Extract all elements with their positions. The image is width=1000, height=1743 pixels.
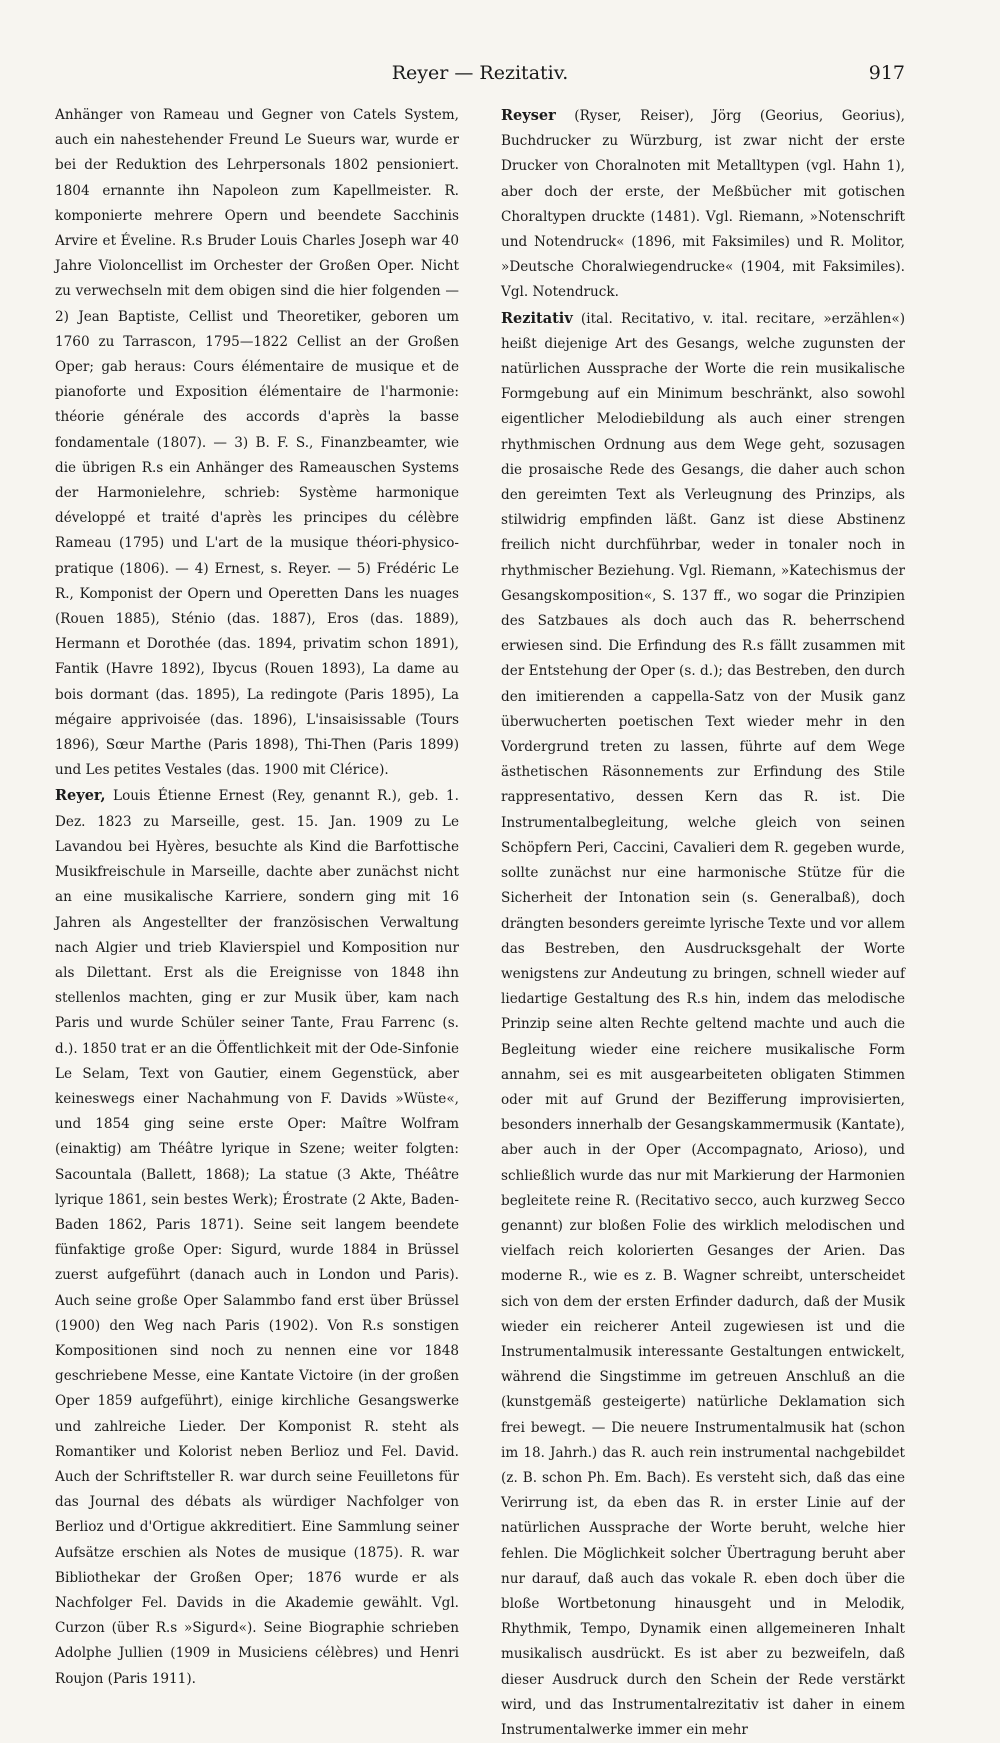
entry-lemma-reyer: Reyer, [55, 787, 106, 805]
entry-text-reyser: (Ryser, Reiser), Jörg (Georius, Georius), Buchdrucker zu Würzburg, ist zwar nicht der erste Drucker von Choralnoten mit Metalltypen (vgl. Hahn 1), aber doch der erste, der Meßbücher mit gotischen Choraltypen druckte (1481). Vgl. Riemann, »Notenschrift und Notendruck« (1896, mit Faksimiles) und R. Molitor, »Deutsche Choralwiegendrucke« (1904, mit Faksimiles). Vgl. Notendruck. [501, 108, 905, 301]
entry-reyser [501, 103, 905, 306]
entry-reyer [55, 783, 459, 1691]
running-title: Reyer — Rezitativ. [391, 62, 569, 84]
entry-lemma-rezitativ: Rezitativ [501, 309, 573, 327]
left-column [55, 103, 459, 1692]
entry-text-reyer: Louis Étienne Ernest (Rey, genannt R.), geb. 1. Dez. 1823 zu Marseille, gest. 15. Jan. 1909 zu Le Lavandou bei Hyères, besuchte als Kind die Barfottische Musikfreischule in Marseille, dachte aber zunächst nicht an eine musikalische Karriere, sondern ging mit 16 Jahren als Angestellter der französischen Verwaltung nach Algier und trieb Klavierspiel und Komposition nur als Dilettant. Erst als die Ereignisse von 1848 ihn stellenlos machten, ging er zur Musik über, kam nach Paris und wurde Schüler seiner Tante, Frau Farrenc (s. d.). 1850 trat er an die Öffentlichkeit mit der Ode-Sinfonie Le Selam, Text von Gautier, einem Gegenstück, aber keineswegs einer Nachahmung von F. Davids »Wüste«, und 1854 ging seine erste Oper: Maître Wolfram (einaktig) am Théâtre lyrique in Szene; weiter folgten: Sacountala (Ballett, 1868); La statue (3 Akte, Théâtre lyrique 1861, sein bestes Werk); Érostrate (2 Akte, Baden-Baden 1862, Paris 1871). Seine seit langem beendete fünfaktige große Oper: Sigurd, wurde 1884 in Brüssel zuerst aufgeführt (danach auch in London und Paris). Auch seine große Oper Salammbo fand erst über Brüssel (1900) den Weg nach Paris (1902). Von R.s sonstigen Kompositionen sind noch zu nennen eine vor 1848 geschriebene Messe, eine Kantate Victoire (in der großen Oper 1859 aufgeführt), einige kirchliche Gesangswerke und zahlreiche Lieder. Der Komponist R. steht als Romantiker und Kolorist neben Berlioz und Fel. David. Auch der Schriftsteller R. war durch seine Feuilletons für das Journal des débats als würdiger Nachfolger von Berlioz und d'Ortigue akkreditiert. Eine Sammlung seiner Aufsätze erschien als Notes de musique (1875). R. war Bibliothekar der Großen Oper; 1876 wurde er als Nachfolger Fel. Davids in die Akademie gewählt. Vgl. Curzon (über R.s »Sigurd«). Seine Biographie schrieben Adolphe Jullien (1909 in Musiciens célèbres) und Henri Roujon (Paris 1911). [55, 788, 459, 1687]
page-number: 917 [868, 62, 905, 84]
entry-lemma-reyser: Reyser [501, 107, 556, 124]
entry-text-rezitativ: (ital. Recitativo, v. ital. recitare, »erzählen«) heißt diejenige Art des Gesangs, welche zugunsten der natürlichen Aussprache der Worte die rein musikalische Formgebung auf ein Minimum beschränkt, also sowohl eigentlicher Melodiebildung als auch einer strengen rhythmischen Ordnung aus dem Wege geht, sozusagen die prosaische Rede des Gesangs, die daher auch schon den gereimten Text als Verleugnung des Prinzips, als stilwidrig empfinden läßt. Ganz ist diese Abstinenz freilich nicht durchführbar, weder in tonaler noch in rhythmischer Beziehung. Vgl. Riemann, »Katechismus der Gesangskomposition«, S. 137 ff., wo sogar die Prinzipien des Satzbaues als doch auch das R. beherrschend erwiesen sind. Die Erfindung des R.s fällt zusammen mit der Entstehung der Oper (s. d.); das Bestreben, den durch den imitierenden a cappella-Satz von der Musik ganz überwucherten poetischen Text wieder mehr in den Vordergrund treten zu lassen, führte auf dem Wege ästhetischen Räsonnements zur Erfindung des Stile rappresentativo, dessen Kern das R. ist. Die Instrumentalbegleitung, welche gleich von seinen Schöpfern Peri, Caccini, Cavalieri dem R. gegeben wurde, sollte zunächst nur eine harmonische Stütze für die Sicherheit der Intonation sein (s. Generalbaß), doch drängten besonders gereimte lyrische Texte und vor allem das Bestreben, den Ausdrucksgehalt der Worte wenigstens zur Andeutung zu bringen, schnell wieder auf liedartige Gestaltung des R.s hin, indem das melodische Prinzip seine alten Rechte geltend machte und auch die Begleitung wieder eine reichere musikalische Form annahm, sei es mit ausgearbeiteten obligaten Stimmen oder mit auf Grund der Bezifferung improvisierten, besonders innerhalb der Gesangskammermusik (Kantate), aber auch in der Oper (Accompagnato, Arioso), und schließlich wurde das nur mit Markierung der Harmonien begleitete reine R. (Recitativo secco, auch kurzweg Secco genannt) zur bloßen Folie des wirklich melodischen und vielfach reich kolorierten Gesanges der Arien. Das moderne R., wie es z. B. Wagner schreibt, unterscheidet sich von dem der ersten Erfinder dadurch, daß der Musik wieder ein reicherer Anteil zugewiesen ist und die Instrumentalmusik interessante Gestaltungen entwickelt, während die Singstimme im getreuen Anschluß an die (kunstgemäß gesteigerte) natürliche Deklamation sich frei bewegt. — Die neuere Instrumentalmusik hat (schon im 18. Jahrh.) das R. auch rein instrumental nachgebildet (z. B. schon Ph. Em. Bach). Es versteht sich, daß das eine Verirrung ist, da eben das R. in erster Linie auf der natürlichen Aussprache der Worte beruht, welche hier fehlen. Die Möglichkeit solcher Übertragung beruht aber nur darauf, daß auch das vokale R. eben doch über die bloße Wortbetonung hinausgeht und in Melodik, Rhythmik, Tempo, Dynamik einen allgemeineren Inhalt musikalisch ausdrückt. Es ist aber zu bezweifeln, daß dieser Ausdruck durch den Schein der Rede verstärkt wird, und das Instrumentalrezitativ ist daher in einem Instrumentalwerke immer ein mehr [501, 310, 905, 1738]
running-header [55, 62, 905, 88]
entry-continuation-paragraph: Anhänger von Rameau und Gegner von Catels System, auch ein nahestehender Freund Le Sueurs war, wurde er bei der Reduktion des Lehrpersonals 1802 pensioniert. 1804 ernannte ihn Napoleon zum Kapellmeister. R. komponierte mehrere Opern und beendete Sacchinis Arvire et Éveline. R.s Bruder Louis Charles Joseph war 40 Jahre Violoncellist im Orchester der Großen Oper. Nicht zu verwechseln mit dem obigen sind die hier folgenden — 2) Jean Baptiste, Cellist und Theoretiker, geboren um 1760 zu Tarrascon, 1795—1822 Cellist an der Großen Oper; gab heraus: Cours élémentaire de musique et de pianoforte und Exposition élémentaire de l'harmonie: théorie générale des accords d'après la basse fondamentale (1807). — 3) B. F. S., Finanzbeamter, wie die übrigen R.s ein Anhänger des Rameauschen Systems der Harmonielehre, schrieb: Système harmonique développé et traité d'après les principes du célèbre Rameau (1795) und L'art de la musique théori-physico-pratique (1806). — 4) Ernest, s. Reyer. — 5) Frédéric Le R., Komponist der Opern und Operetten Dans les nuages (Rouen 1885), Sténio (das. 1887), Eros (das. 1889), Hermann et Dorothée (das. 1894, privatim schon 1891), Fantik (Havre 1892), Ibycus (Rouen 1893), La dame au bois dormant (das. 1895), La redingote (Paris 1895), La mégaire apprivoisée (das. 1896), L'insaisissable (Tours 1896), Sœur Marthe (Paris 1898), Thi-Then (Paris 1899) und Les petites Vestales (das. 1900 mit Clérice). [55, 107, 459, 779]
entry-rezitativ [501, 306, 905, 1743]
right-column [501, 103, 905, 1743]
